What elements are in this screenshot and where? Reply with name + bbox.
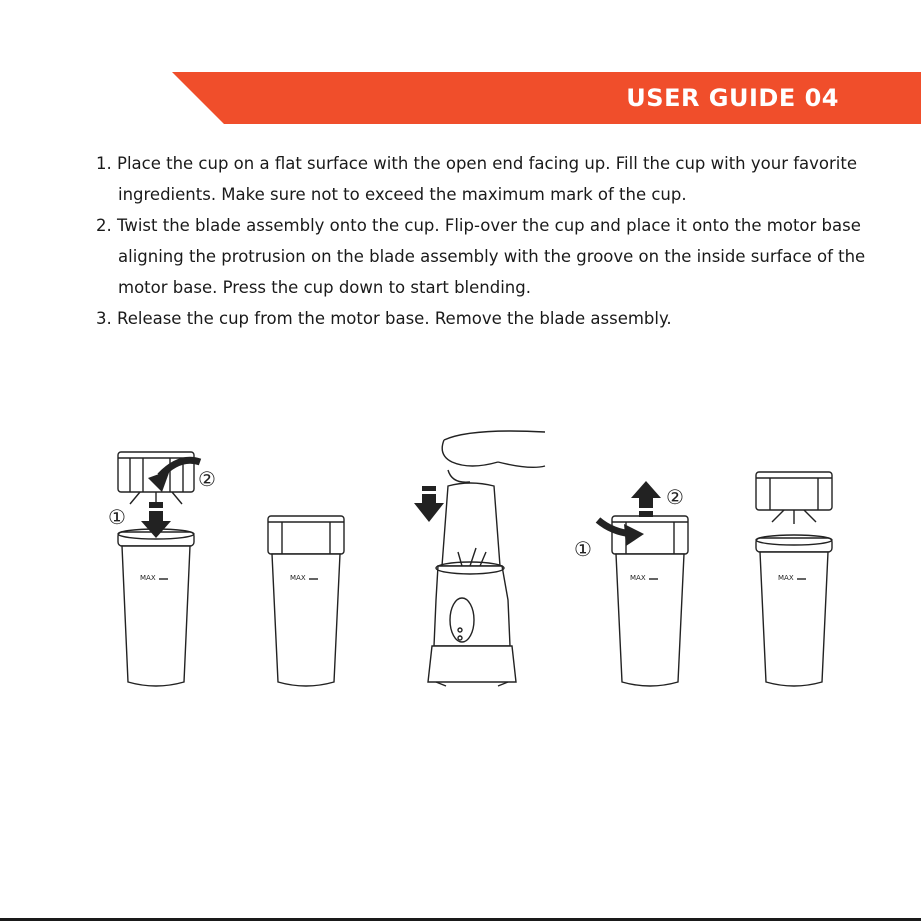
- figure-5: [756, 472, 832, 686]
- blender-steps-illustration: [0, 420, 921, 700]
- hand: [442, 431, 545, 482]
- max-mark-2: MAX: [290, 574, 306, 582]
- figure-1: [108, 452, 216, 686]
- max-mark-5: MAX: [778, 574, 794, 582]
- figure-3-motor-base: [414, 431, 545, 686]
- header-banner: [0, 0, 921, 130]
- cup-1: [118, 529, 194, 686]
- step-number-4b: ②: [666, 485, 684, 509]
- illustration: [0, 420, 921, 704]
- step-number-1a: ①: [108, 505, 126, 529]
- step-2: 2. Twist the blade assembly onto the cup. Flip-over the cup and place it onto the motor base aligning the protrusion on the blade assembly with the groove on the inside surface of the motor base. Press the cup down to start blending.: [96, 216, 866, 297]
- up-arrow-4: [631, 481, 661, 517]
- page-title: USER GUIDE 04: [626, 84, 839, 112]
- figure-4: [574, 481, 688, 686]
- figure-2-assembled-cup: [268, 516, 344, 686]
- instruction-list: [96, 148, 866, 334]
- max-mark-4: MAX: [630, 574, 646, 582]
- down-arrow-3: [414, 486, 444, 522]
- step-number-4a: ①: [574, 537, 592, 561]
- step-3: 3. Release the cup from the motor base. Remove the blade assembly.: [96, 309, 672, 328]
- max-mark-1: MAX: [140, 574, 156, 582]
- step-number-1b: ②: [198, 467, 216, 491]
- step-1: 1. Place the cup on a flat surface with the open end facing up. Fill the cup with your favorite ingredients. Make sure not to exceed the maximum mark of the cup.: [96, 154, 857, 204]
